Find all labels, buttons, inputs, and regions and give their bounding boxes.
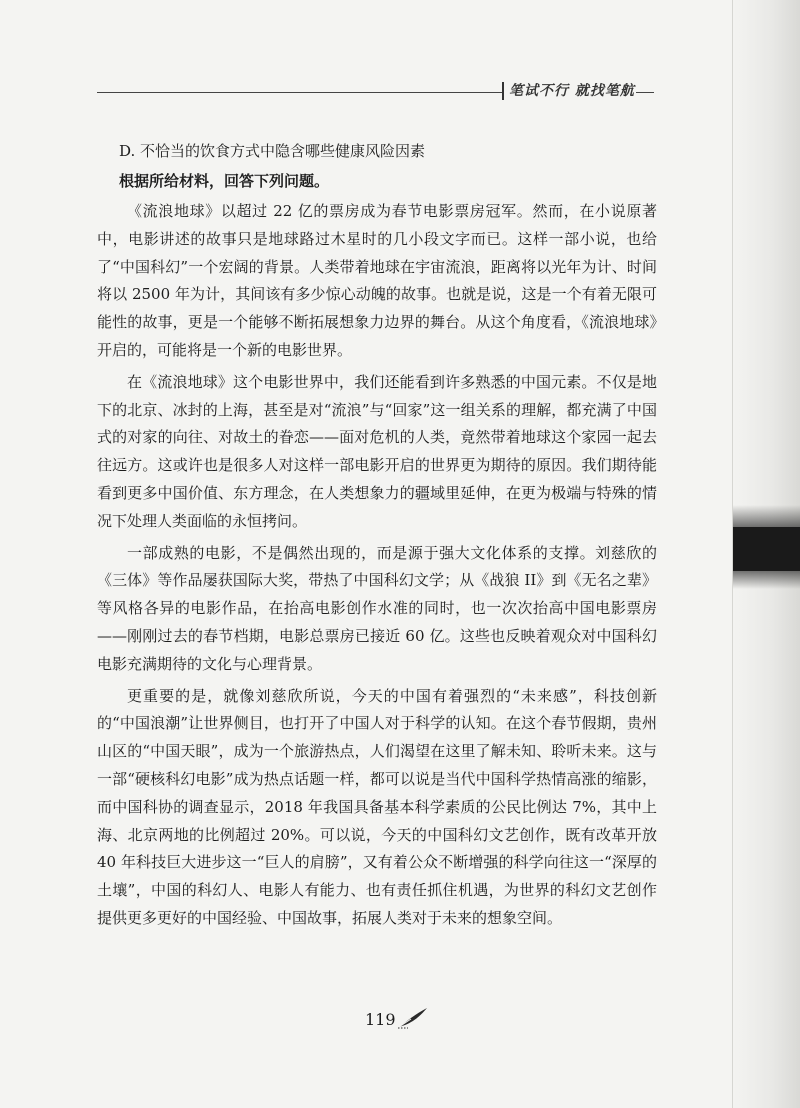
feather-icon bbox=[396, 1006, 430, 1030]
paragraph-3: 一部成熟的电影，不是偶然出现的，而是源于强大文化体系的支撑。刘慈欣的《三体》等作品屡获国际大奖，带热了中国科幻文学；从《战狼 II》到《无名之辈》等风格各异的电影作品，在抬高电影创作水准的同时，也一次次抬高中国电影票房——刚刚过去的春节档期，电影总票房已接近 60 亿。这些也反映着观众对中国科幻电影充满期待的文化与心理背景。 bbox=[97, 543, 657, 673]
option-d: D. 不恰当的饮食方式中隐含哪些健康风险因素 bbox=[119, 142, 426, 160]
page-content bbox=[97, 138, 657, 937]
header-rule bbox=[97, 92, 502, 93]
paragraph-1: 《流浪地球》以超过 22 亿的票房成为春节电影票房冠军。然而，在小说原著中，电影讲述的故事只是地球路过木星时的几小段文字而已。这样一部小说，也给了“中国科幻”一个宏阔的背景。人类带着地球在宇宙流浪，距离将以光年为计、时间将以 2500 年为计，其间该有多少惊心动魄的故事。也就是说，这是一个有着无限可能性的故事，更是一个能够不断拓展想象力边界的舞台。从这个角度看，《流浪地球》开启的，可能将是一个新的电影世界。 bbox=[97, 202, 657, 359]
thumb-tab-fade-top bbox=[733, 505, 800, 527]
paragraph-2: 在《流浪地球》这个电影世界中，我们还能看到许多熟悉的中国元素。不仅是地下的北京、冰封的上海，甚至是对“流浪”与“回家”这一组关系的理解，都充满了中国式的对家的向往、对故土的眷恋——面对危机的人类，竟然带着地球这个家园一起去往远方。这或许也是很多人对这样一部电影开启的世界更为期待的原因。我们期待能看到更多中国价值、东方理念，在人类想象力的疆域里延伸，在更为极端与特殊的情况下处理人类面临的永恒拷问。 bbox=[97, 372, 657, 530]
thumb-tab-fade-bottom bbox=[733, 571, 800, 589]
running-header: 笔试不行 就找笔航 bbox=[509, 83, 635, 99]
header-divider bbox=[502, 82, 504, 100]
page-number: 119 bbox=[365, 1010, 396, 1029]
thumb-tab bbox=[733, 527, 800, 571]
question-instruction: 根据所给材料，回答下列问题。 bbox=[119, 172, 330, 190]
header-rule-tail bbox=[636, 92, 654, 93]
paragraph-4: 更重要的是，就像刘慈欣所说，今天的中国有着强烈的“未来感”，科技创新的“中国浪潮”让世界侧目，也打开了中国人对于科学的认知。在这个春节假期，贵州山区的“中国天眼”，成为一个旅游热点，人们渴望在这里了解未知、聆听未来。这与一部“硬核科幻电影”成为热点话题一样，都可以说是当代中国科学热情高涨的缩影，而中国科协的调查显示，2018 年我国具备基本科学素质的公民比例达 7%，其中上海、北京两地的比例超过 20%。可以说，今天的中国科幻文艺创作，既有改革开放 40 年科技巨大进步这一“巨人的肩膀”，又有着公众不断增强的科学向往这一“深厚的土壤”，中国的科幻人、电影人有能力、也有责任抓住机遇，为世界的科幻文艺创作提供更多更好的中国经验、中国故事，拓展人类对于未来的想象空间。 bbox=[97, 686, 657, 927]
